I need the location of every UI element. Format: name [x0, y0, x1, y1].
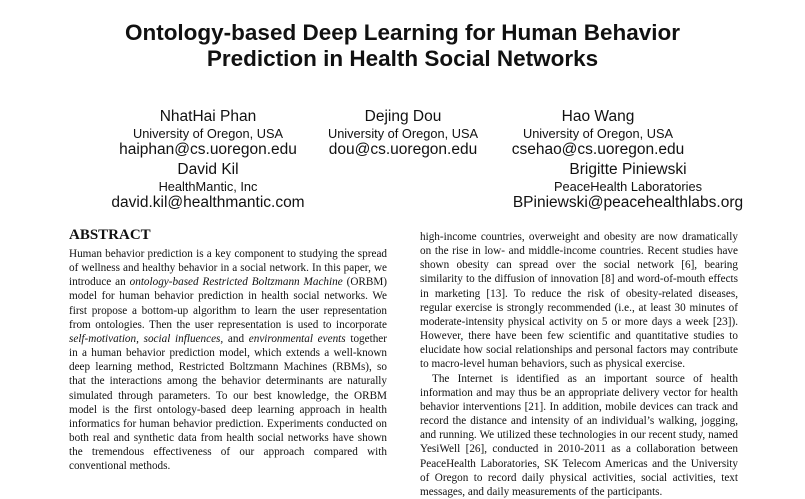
author-name: Brigitte Piniewski: [569, 161, 687, 178]
author-affiliation: HealthMantic, Inc: [158, 179, 258, 194]
author-block-4: [98, 161, 318, 211]
author-email: csehao@cs.uoregon.edu: [511, 141, 685, 158]
author-affiliation: PeaceHealth Laboratories: [554, 179, 702, 194]
paper-title-line-1: Ontology-based Deep Learning for Human Behavior: [124, 20, 681, 45]
author-name: NhatHai Phan: [159, 108, 257, 125]
author-email: haiphan@cs.uoregon.edu: [119, 141, 297, 158]
author-name: Hao Wang: [561, 108, 635, 125]
author-affiliation: University of Oregon, USA: [522, 126, 674, 141]
author-name: David Kil: [177, 161, 239, 178]
body-paragraph: high-income countries, overweight and obesity are now dramatically on the rise in low- and middle-income countries. Recent studies have shown obesity can spread over the social network [6], bearing similarity to the diffusion of innovation [8] and word-of-mouth effects in marketing [13]. To reduce the risk of obesity-related diseases, regular exercise is strongly recommended (i.e., at least 30 minutes of moderate-intensity physical activity on 5 or more days a week [23]). However, there have been few scientific and quantitative studies to elucidate how social relationships and personal factors may contribute to macro-level human behaviors, such as physical exercise.: [420, 231, 738, 371]
abstract-text: Human behavior prediction is a key component to studying the spread of wellness and healthy behavior in a social network. In this paper, we introduce an ontology-based Restricted Boltzmann Machine (ORBM) model for human behavior prediction in health social networks. We first propose a bottom-up algorithm to learn the user representation from ontologies. Then the user representation is used to incorporate self-motivation, social influences, and environmental events together in a human behavior prediction model, which extends a well-known deep learning method, Restricted Boltzmann Machines (RBMs), so that the interactions among the behavior determinants are naturally simulated through parameters. To our best knowledge, the ORBM model is the first ontology-based deep learning approach in health informatics for human behavior prediction. Experiments conducted on both real and synthetic data from health social networks have shown the tremendous effectiveness of our approach compared with conventional methods.: [69, 248, 387, 473]
author-block-1: [98, 108, 318, 158]
author-block-2: [303, 108, 503, 158]
author-email: dou@cs.uoregon.edu: [328, 141, 478, 158]
author-block-5: [483, 161, 773, 211]
left-column: [69, 226, 387, 474]
body-paragraph: The Internet is identified as an important source of health information and may thus be an appropriate delivery vector for health behavior interventions [21]. In addition, mobile devices can track and record the distance and intensity of an individual’s walking, jogging, and running. We utilized these technologies in our recent study, named YesiWell [26], conducted in 2010-2011 as a collaboration between PeaceHealth Laboratories, SK Telecom Americas and the University of Oregon to record daily physical activities, social activities, text messages, and daily measurements of the participants.: [420, 372, 738, 498]
author-name: Dejing Dou: [364, 108, 442, 125]
abstract-heading: ABSTRACT: [69, 227, 151, 243]
paper-title: [0, 20, 805, 72]
right-column: [420, 230, 738, 499]
paper-title-line-2: Prediction in Health Social Networks: [206, 46, 599, 71]
author-affiliation: University of Oregon, USA: [132, 126, 284, 141]
author-email: david.kil@healthmantic.com: [111, 194, 305, 211]
author-block-3: [488, 108, 708, 158]
author-affiliation: University of Oregon, USA: [327, 126, 479, 141]
author-email: BPiniewski@peacehealthlabs.org: [512, 194, 744, 211]
